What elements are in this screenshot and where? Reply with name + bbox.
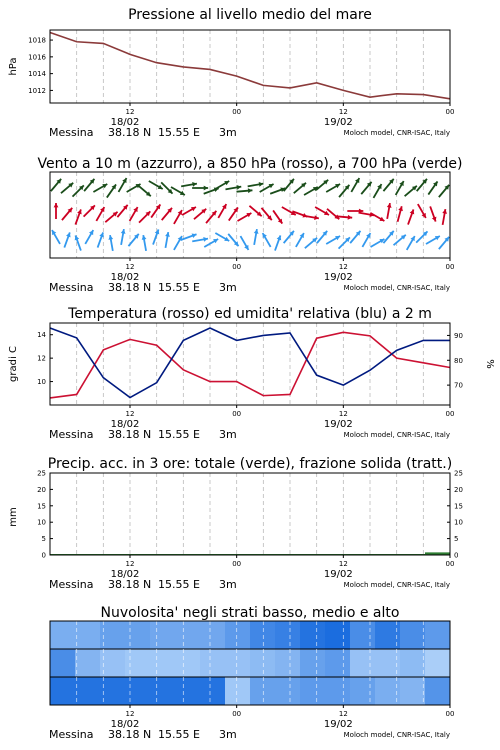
wind-arrow — [398, 206, 403, 221]
x-tick-label: 12 — [338, 263, 348, 271]
wind-arrow — [139, 186, 151, 196]
wind-arrow — [275, 235, 281, 250]
latitude: 38.18 N — [108, 281, 152, 294]
x-tick-label: 00 — [232, 263, 242, 271]
cloud-cell — [425, 649, 451, 677]
x-tick-label: 12 — [338, 108, 348, 116]
wind-arrow — [225, 185, 241, 190]
wind-arrow — [326, 236, 340, 244]
cloud-cell — [275, 649, 301, 677]
longitude: 15.55 E — [158, 281, 200, 294]
model-credit: Moloch model, CNR-ISAC, Italy — [343, 129, 450, 137]
elevation: 3m — [219, 578, 237, 591]
wind-arrow — [408, 209, 414, 224]
wind-arrow — [351, 178, 359, 192]
wind-arrow — [93, 184, 107, 192]
wind-arrow — [305, 238, 317, 248]
model-credit: Moloch model, CNR-ISAC, Italy — [343, 284, 450, 292]
chart-title: Vento a 10 m (azzurro), a 850 hPa (rosso), a 700 hPa (verde) — [37, 156, 463, 172]
cloud-cell — [150, 649, 176, 677]
wind-arrow — [326, 184, 340, 192]
temperature-line — [50, 332, 450, 398]
cloud-cell — [400, 649, 426, 677]
x-tick-label: 12 — [338, 410, 348, 418]
cloud-cell — [250, 677, 276, 705]
wind-arrow — [260, 184, 274, 192]
x-tick-label: 12 — [125, 560, 135, 568]
cloud-cell — [100, 621, 126, 649]
wind-arrow — [54, 203, 59, 219]
elevation: 3m — [219, 126, 237, 139]
wind-arrow — [442, 209, 447, 225]
x-tick-label: 12 — [338, 560, 348, 568]
wind-arrow — [182, 234, 197, 240]
y-tick-label: 1018 — [28, 36, 46, 45]
cloud-cell — [250, 649, 276, 677]
chart-title: Temperatura (rosso) ed umidita' relativa (blu) a 2 m — [68, 306, 432, 322]
wind-arrow — [206, 211, 216, 223]
y-tick-label: 80 — [454, 356, 463, 365]
wind-arrow — [296, 233, 304, 247]
panel-3 — [8, 306, 495, 441]
x-tick-label: 00 — [445, 410, 455, 418]
chart-title: Precip. acc. in 3 ore: totale (verde), frazione solida (tratt.) — [47, 456, 453, 472]
cloud-cell — [125, 621, 151, 649]
y-tick-label: 15 — [37, 502, 46, 511]
wind-arrow — [350, 231, 360, 243]
wind-arrow — [248, 182, 264, 187]
wind-arrow — [315, 207, 329, 215]
y-tick-label: 25 — [454, 469, 463, 478]
x-tick-label: 12 — [125, 263, 135, 271]
wind-arrow — [371, 239, 385, 247]
wind-arrow — [316, 180, 328, 190]
plot-frame — [50, 30, 450, 103]
wind-arrow — [105, 212, 117, 222]
date-label: 19/02 — [323, 569, 353, 580]
longitude: 15.55 E — [158, 428, 200, 441]
longitude: 15.55 E — [158, 578, 200, 591]
wind-arrow — [304, 187, 318, 195]
y-tick-label: 14 — [37, 331, 46, 340]
wind-arrow — [192, 237, 208, 242]
cloud-cell — [50, 649, 76, 677]
y-tick-label: 1014 — [28, 70, 46, 79]
x-tick-label: 00 — [232, 710, 242, 718]
panel-4 — [8, 456, 463, 591]
wind-arrow — [373, 184, 381, 198]
wind-arrow — [108, 235, 113, 251]
cloud-cell — [325, 621, 351, 649]
y-tick-label: 1012 — [28, 86, 46, 95]
wind-arrow — [117, 205, 127, 217]
x-tick-label: 00 — [445, 560, 455, 568]
date-label: 19/02 — [323, 272, 353, 283]
wind-arrow — [405, 186, 417, 196]
cloud-cell — [75, 649, 101, 677]
cloud-cell — [400, 621, 426, 649]
wind-arrow — [165, 232, 170, 248]
wind-arrow — [270, 188, 285, 194]
wind-arrow — [174, 236, 182, 250]
wind-arrow — [254, 229, 259, 245]
date-label: 18/02 — [110, 569, 140, 580]
elevation: 3m — [219, 428, 237, 441]
y-tick-label: 1016 — [28, 53, 46, 62]
latitude: 38.18 N — [108, 428, 152, 441]
date-label: 19/02 — [323, 419, 353, 430]
cloud-cell — [175, 649, 201, 677]
y-tick-label: 20 — [454, 485, 463, 494]
y-tick-label: 10 — [37, 518, 46, 527]
wind-arrow — [240, 236, 248, 250]
cloud-cell — [125, 649, 151, 677]
wind-arrow — [127, 184, 141, 192]
longitude: 15.55 E — [158, 728, 200, 741]
wind-arrow — [394, 235, 406, 245]
wind-arrow — [362, 233, 370, 247]
wind-arrow — [85, 230, 93, 244]
wind-arrow — [192, 186, 208, 191]
cloud-cell — [350, 621, 376, 649]
wind-arrow — [121, 229, 126, 245]
wind-arrow — [84, 179, 94, 191]
wind-arrow — [418, 204, 426, 218]
y-axis-label: mm — [8, 507, 19, 527]
wind-arrow — [407, 236, 415, 250]
cloud-cell — [275, 621, 301, 649]
cloud-cell — [50, 621, 76, 649]
date-label: 18/02 — [110, 117, 140, 128]
wind-arrow — [339, 185, 349, 197]
y-tick-label: 10 — [454, 518, 463, 527]
wind-arrow — [339, 237, 350, 248]
wind-arrow — [61, 183, 73, 193]
cloud-cell — [400, 677, 426, 705]
y-tick-label: 25 — [37, 469, 46, 478]
wind-arrow — [171, 187, 185, 195]
cloud-cell — [325, 677, 351, 705]
date-label: 18/02 — [110, 272, 140, 283]
y-tick-label: 10 — [37, 378, 46, 387]
model-credit: Moloch model, CNR-ISAC, Italy — [343, 431, 450, 439]
wind-arrow — [439, 237, 449, 249]
wind-arrow — [52, 230, 60, 244]
y-tick-label: 70 — [454, 381, 463, 390]
cloud-cell — [225, 649, 251, 677]
latitude: 38.18 N — [108, 578, 152, 591]
cloud-cell — [425, 677, 451, 705]
cloud-cell — [425, 621, 451, 649]
x-tick-label: 00 — [445, 108, 455, 116]
date-label: 18/02 — [110, 419, 140, 430]
y-tick-label: 5 — [41, 535, 46, 544]
cloud-cell — [50, 677, 76, 705]
cloud-cell — [350, 677, 376, 705]
y-axis-label: hPa — [8, 57, 19, 76]
y-axis-label: gradi C — [8, 346, 19, 382]
wind-arrow — [84, 205, 95, 216]
wind-arrow — [387, 203, 392, 219]
location-name: Messina — [49, 728, 94, 741]
elevation: 3m — [219, 281, 237, 294]
cloud-cell — [325, 649, 351, 677]
y-tick-label: 90 — [454, 331, 463, 340]
wind-arrow — [130, 207, 138, 221]
plot-frame — [50, 323, 450, 405]
x-tick-label: 12 — [125, 108, 135, 116]
plot-frame — [50, 473, 450, 555]
wind-arrow — [161, 182, 172, 193]
wind-arrow — [284, 179, 294, 191]
pressure-line — [50, 33, 450, 99]
location-name: Messina — [49, 578, 94, 591]
cloud-cell — [175, 621, 201, 649]
wind-arrow — [294, 183, 306, 193]
wind-arrow — [273, 210, 282, 223]
model-credit: Moloch model, CNR-ISAC, Italy — [343, 731, 450, 739]
wind-arrow — [62, 208, 72, 220]
wind-arrow — [64, 232, 70, 247]
x-tick-label: 12 — [125, 710, 135, 718]
wind-arrow — [194, 209, 206, 219]
wind-arrow — [383, 231, 393, 243]
wind-arrow — [139, 211, 150, 222]
wind-arrow — [142, 235, 147, 251]
wind-arrow — [204, 239, 218, 247]
x-tick-label: 00 — [445, 263, 455, 271]
y-axis-label-right: % — [484, 359, 495, 369]
model-credit: Moloch model, CNR-ISAC, Italy — [343, 581, 450, 589]
wind-arrow — [430, 206, 436, 221]
date-label: 19/02 — [323, 117, 353, 128]
cloud-cell — [250, 621, 276, 649]
y-tick-label: 12 — [37, 354, 46, 363]
cloud-cell — [100, 649, 126, 677]
elevation: 3m — [219, 728, 237, 741]
x-tick-label: 00 — [232, 560, 242, 568]
y-tick-label: 0 — [454, 551, 459, 560]
cloud-cell — [300, 649, 326, 677]
chart-title: Nuvolosita' negli strati basso, medio e alto — [100, 605, 400, 621]
wind-arrow — [218, 204, 226, 218]
cloud-cell — [200, 677, 226, 705]
y-tick-label: 20 — [37, 485, 46, 494]
date-label: 18/02 — [110, 719, 140, 730]
cloud-cell — [200, 649, 226, 677]
y-tick-label: 15 — [454, 502, 463, 511]
wind-arrow — [416, 231, 427, 242]
chart-title: Pressione al livello medio del mare — [128, 7, 372, 23]
wind-arrow — [153, 229, 159, 244]
wind-arrow — [428, 181, 437, 194]
cloud-cell — [75, 677, 101, 705]
x-tick-label: 12 — [125, 410, 135, 418]
latitude: 38.18 N — [108, 126, 152, 139]
wind-arrow — [417, 179, 427, 191]
wind-arrow — [98, 232, 104, 247]
x-tick-label: 12 — [338, 710, 348, 718]
x-tick-label: 00 — [232, 410, 242, 418]
wind-arrow — [73, 185, 84, 196]
longitude: 15.55 E — [158, 126, 200, 139]
cloud-cell — [225, 677, 251, 705]
wind-arrow — [238, 213, 252, 221]
wind-arrow — [249, 206, 261, 216]
wind-arrow — [75, 235, 81, 250]
cloud-cell — [300, 621, 326, 649]
wind-arrow — [371, 213, 385, 221]
wind-arrow — [107, 184, 116, 197]
wind-arrow — [51, 179, 61, 191]
wind-arrow — [151, 204, 160, 217]
cloud-cell — [175, 677, 201, 705]
wind-arrow — [162, 208, 172, 220]
wind-arrow — [317, 231, 327, 243]
panel-5 — [49, 605, 454, 741]
location-name: Messina — [49, 428, 94, 441]
cloud-cell — [300, 677, 326, 705]
panel-2 — [37, 156, 462, 294]
humidity-line — [50, 328, 450, 398]
date-label: 19/02 — [323, 719, 353, 730]
cloud-cell — [150, 677, 176, 705]
cloud-cell — [200, 621, 226, 649]
x-tick-label: 00 — [232, 108, 242, 116]
location-name: Messina — [49, 281, 94, 294]
cloud-cell — [150, 621, 176, 649]
panel-1 — [8, 7, 454, 139]
cloud-cell — [75, 621, 101, 649]
cloud-cell — [125, 677, 151, 705]
y-tick-label: 0 — [41, 551, 46, 560]
wind-arrow — [284, 231, 294, 243]
location-name: Messina — [49, 126, 94, 139]
cloud-cell — [350, 649, 376, 677]
wind-arrow — [383, 179, 393, 191]
cloud-cell — [225, 621, 251, 649]
latitude: 38.18 N — [108, 728, 152, 741]
y-tick-label: 5 — [454, 535, 459, 544]
wind-arrow — [263, 233, 271, 247]
wind-arrow — [236, 188, 252, 193]
wind-arrow — [182, 207, 196, 215]
wind-arrow — [439, 185, 449, 197]
wind-arrow — [174, 210, 182, 224]
x-tick-label: 00 — [445, 710, 455, 718]
wind-arrow — [119, 178, 127, 192]
cloud-cell — [100, 677, 126, 705]
wind-arrow — [215, 181, 229, 189]
cloud-cell — [275, 677, 301, 705]
wind-arrow — [426, 236, 440, 244]
wind-arrow — [149, 181, 163, 189]
